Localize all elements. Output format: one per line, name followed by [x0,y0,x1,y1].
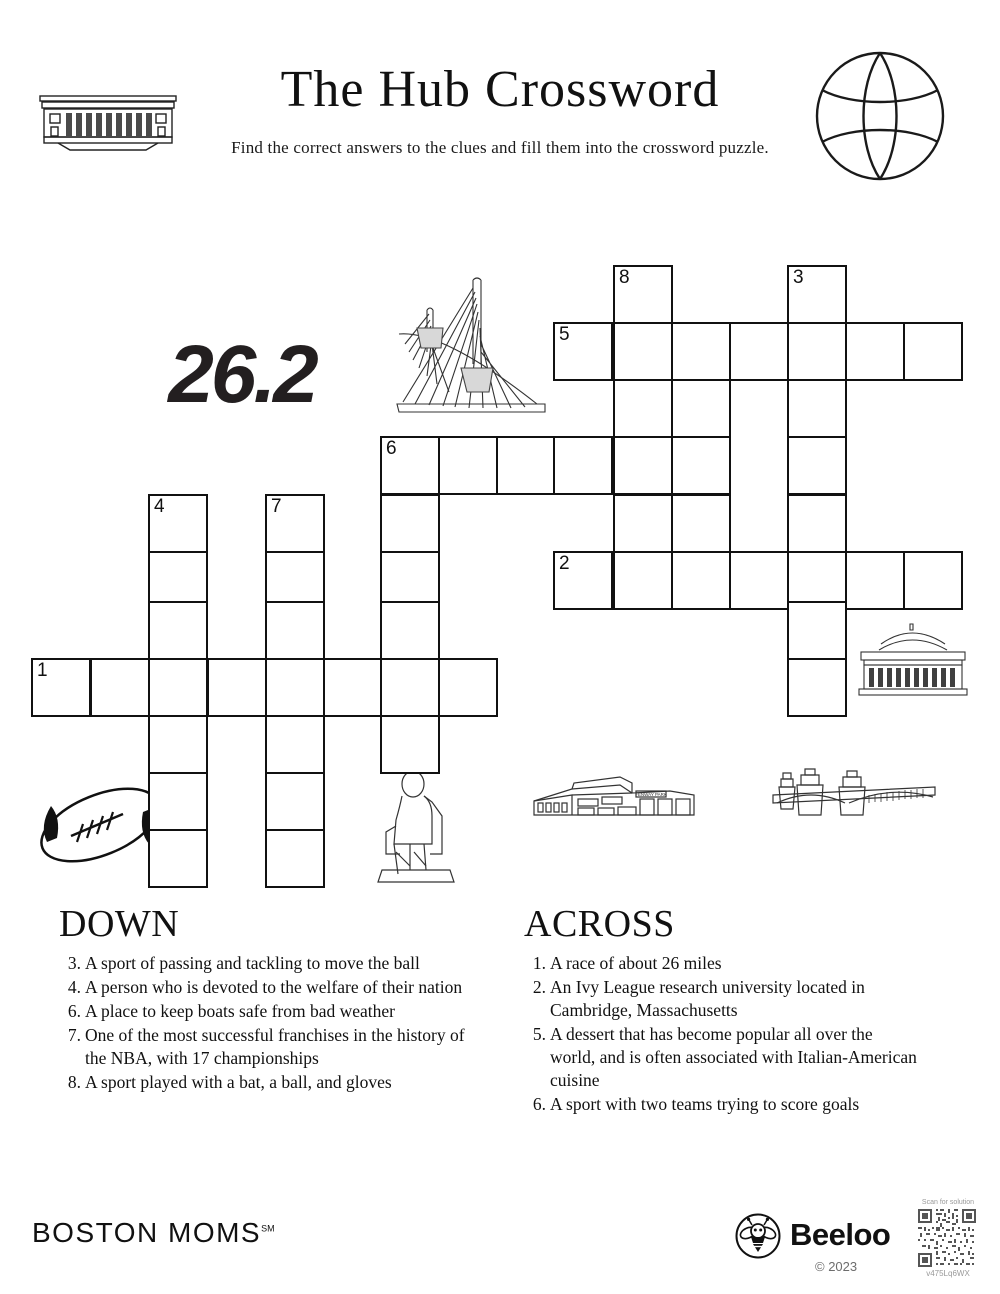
crossword-cell[interactable] [265,715,325,774]
down-clue-item [55,1071,475,1094]
crossword-cell[interactable] [613,322,673,381]
boston-moms-logo [32,1217,275,1249]
crossword-cell[interactable] [380,436,440,495]
crossword-cell[interactable] [729,322,789,381]
crossword-cell[interactable] [613,265,673,324]
cell-number: 1 [37,660,48,681]
qr-code-icon[interactable] [915,1209,979,1267]
crossword-cell[interactable] [671,379,731,438]
across-clue-text: A sport with two teams trying to score goals [550,1094,860,1114]
across-clue-list [520,952,920,1116]
crossword-cell[interactable] [787,265,847,324]
crossword-cell[interactable] [671,436,731,495]
qr-solution-block[interactable] [910,1199,986,1285]
cell-number: 6 [386,438,397,459]
across-clue-item [520,976,920,1022]
down-clue-text: A sport played with a bat, a ball, and gloves [85,1072,392,1092]
crossword-cell[interactable] [613,494,673,553]
crossword-cell[interactable] [265,494,325,553]
across-clue-item [520,1023,920,1092]
across-clues-section [520,902,920,1117]
marathon-262-label: 26.2 [168,329,316,420]
down-clue-text: A person who is devoted to the welfare of their nation [85,977,463,997]
crossword-cell[interactable] [148,601,208,660]
across-clue-item [520,1093,920,1116]
qr-caption: Scan for solution [921,1199,975,1206]
page-title: The Hub Crossword [280,61,720,118]
crossword-cell[interactable] [553,436,613,495]
beeloo-logo [735,1213,905,1273]
across-clue-text: An Ivy League research university located in Cambridge, Massachusetts [550,977,865,1020]
crossword-cell[interactable] [787,322,847,381]
cell-number: 8 [619,267,630,288]
crossword-cell[interactable] [671,322,731,381]
cell-number: 3 [793,267,804,288]
crossword-cell[interactable] [265,658,325,717]
crossword-cell[interactable] [613,551,673,610]
down-clue-number: 3. [67,953,81,973]
crossword-cell[interactable] [148,772,208,831]
crossword-cell[interactable] [671,551,731,610]
boston-moms-label: BOSTON MOMS [32,1217,262,1248]
down-clue-item [55,1000,475,1023]
crossword-cell[interactable] [671,494,731,553]
across-clue-text: A race of about 26 miles [550,953,722,973]
cell-number: 2 [559,553,570,574]
across-clue-text: A dessert that has become popular all over the world, and is often associated with Italian-American cuisine [550,1024,917,1090]
down-clue-text: One of the most successful franchises in the history of the NBA, with 17 championships [85,1025,465,1068]
crossword-cell[interactable] [553,322,613,381]
across-heading: ACROSS [524,903,675,945]
crossword-cell[interactable] [380,494,440,553]
crossword-cell[interactable] [265,772,325,831]
cell-number: 4 [154,496,165,517]
down-clue-number: 6. [67,1001,81,1021]
crossword-cell[interactable] [787,658,847,717]
bee-icon [735,1213,781,1259]
crossword-cell[interactable] [148,829,208,888]
crossword-cell[interactable] [380,658,440,717]
cell-number: 7 [271,496,282,517]
crossword-cell[interactable] [845,322,905,381]
across-clue-number: 1. [532,953,546,973]
down-clue-number: 7. [67,1025,81,1045]
crossword-cell[interactable] [787,379,847,438]
down-clue-list [55,952,475,1094]
down-clue-text: A sport of passing and tackling to move the ball [85,953,420,973]
fenway-park-label: FENWAY PARK [635,792,667,797]
crossword-cell[interactable] [613,436,673,495]
copyright-text: © 2023 [815,1259,858,1274]
down-clues-section [55,902,475,1095]
crossword-cell[interactable] [380,601,440,660]
crossword-cell[interactable] [148,494,208,553]
crossword-cell[interactable] [787,601,847,660]
cell-number: 5 [559,324,570,345]
down-heading: DOWN [59,903,180,945]
across-clue-number: 5. [532,1024,546,1044]
down-clue-item [55,976,475,999]
service-mark: SM [261,1223,275,1234]
crossword-cell[interactable] [90,658,150,717]
crossword-cell[interactable] [438,658,498,717]
crossword-cell[interactable] [148,715,208,774]
down-clue-item [55,1024,475,1070]
page-footer [0,1185,1000,1294]
crossword-cell[interactable] [207,658,267,717]
crossword-cell[interactable] [265,829,325,888]
across-clue-item [520,952,920,975]
crossword-cell[interactable] [845,551,905,610]
crossword-cell[interactable] [729,551,789,610]
crossword-cell[interactable] [380,715,440,774]
down-clue-number: 8. [67,1072,81,1092]
crossword-cell[interactable] [787,494,847,553]
qr-solution-code: v475Lq6WX [926,1269,970,1278]
crossword-cell[interactable] [787,436,847,495]
beeloo-wordmark: Beeloo [790,1217,891,1252]
crossword-cell[interactable] [613,379,673,438]
page-subtitle: Find the correct answers to the clues and fill them into the crossword puzzle. [231,138,769,157]
crossword-cell[interactable] [438,436,498,495]
across-clue-number: 2. [532,977,546,997]
crossword-cell[interactable] [903,322,963,381]
crossword-cell[interactable] [265,601,325,660]
across-clue-number: 6. [532,1094,546,1114]
crossword-cell[interactable] [496,436,556,495]
down-clue-item [55,952,475,975]
crossword-cell[interactable] [148,658,208,717]
crossword-cell[interactable] [31,658,91,717]
crossword-cell[interactable] [323,658,383,717]
down-clue-number: 4. [67,977,81,997]
crossword-cell[interactable] [903,551,963,610]
down-clue-text: A place to keep boats safe from bad weather [85,1001,396,1021]
crossword-cell[interactable] [553,551,613,610]
